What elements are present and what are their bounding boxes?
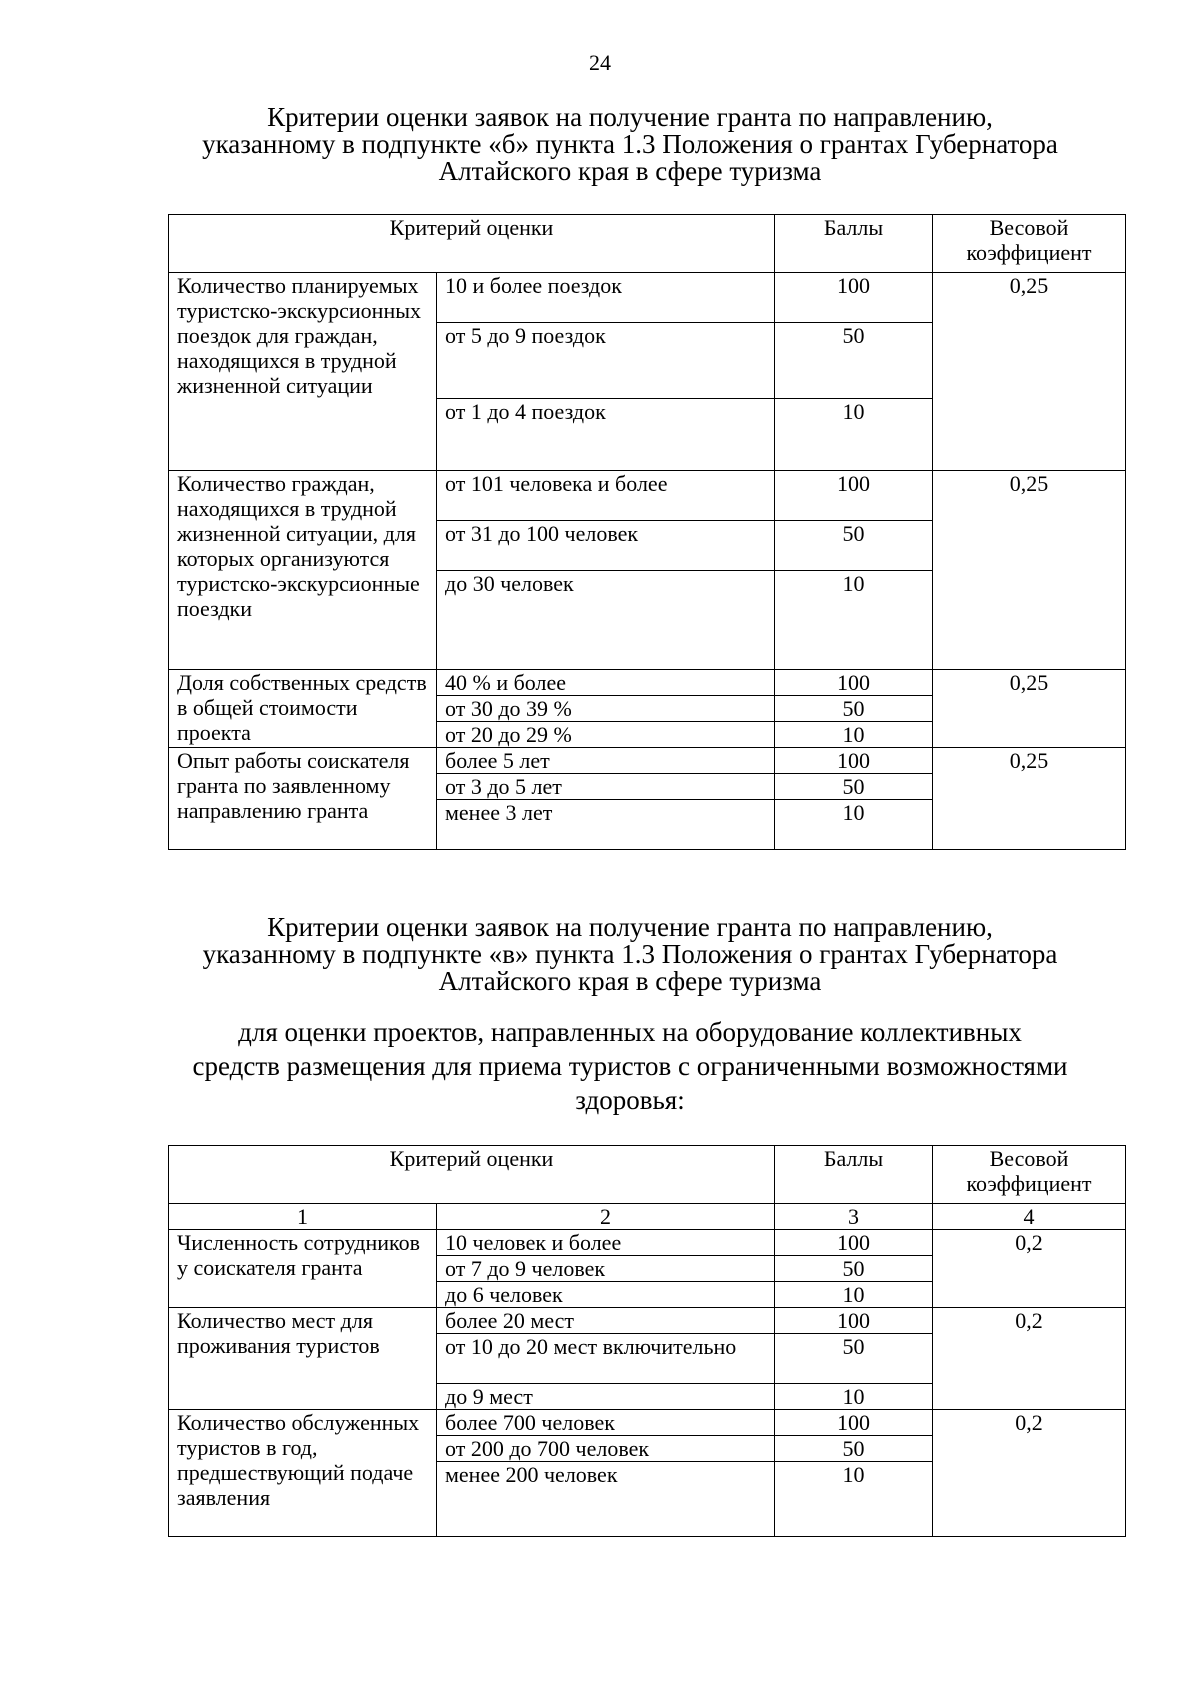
criteria-table-2 (168, 1145, 1126, 1537)
option-cell: 10 человек и более (437, 1230, 775, 1256)
option-cell: более 5 лет (437, 748, 775, 774)
criterion-cell: Опыт работы соискателя гранта по заявленному направлению гранта (169, 748, 437, 850)
option-cell: от 30 до 39 % (437, 696, 775, 722)
section2-subtitle (150, 1015, 1110, 1117)
points-cell: 10 (775, 722, 933, 748)
option-cell: от 10 до 20 мест включительно (437, 1334, 775, 1384)
points-cell: 100 (775, 1308, 933, 1334)
table-header-row (169, 1146, 1126, 1204)
points-cell: 100 (775, 670, 933, 696)
option-cell: от 5 до 9 поездок (437, 323, 775, 399)
page-number: 24 (589, 50, 611, 75)
points-cell: 100 (775, 273, 933, 323)
header-points: Баллы (775, 1146, 933, 1204)
weight-cell: 0,2 (933, 1308, 1126, 1410)
points-cell: 10 (775, 1384, 933, 1410)
section1-title-line: Критерии оценки заявок на получение гранта по направлению, (267, 102, 993, 132)
points-cell: 50 (775, 696, 933, 722)
weight-cell: 0,25 (933, 670, 1126, 748)
points-cell: 50 (775, 774, 933, 800)
option-cell: от 200 до 700 человек (437, 1436, 775, 1462)
weight-cell: 0,25 (933, 748, 1126, 850)
section2-title-line: указанному в подпункте «в» пункта 1.3 Положения о грантах Губернатора (202, 939, 1058, 969)
option-cell: более 20 мест (437, 1308, 775, 1334)
points-cell: 50 (775, 521, 933, 571)
criterion-cell: Количество мест для проживания туристов (169, 1308, 437, 1410)
table-row (169, 670, 1126, 696)
points-cell: 100 (775, 1410, 933, 1436)
criteria-table-1 (168, 214, 1126, 850)
criterion-cell: Количество граждан, находящихся в трудной жизненной ситуации, для которых организуются туристско-экскурсионные поездки (169, 471, 437, 670)
weight-cell: 0,2 (933, 1230, 1126, 1308)
points-cell: 10 (775, 1462, 933, 1537)
section2-subtitle-line: средств размещения для приема туристов с ограниченными возможностями (192, 1051, 1068, 1081)
section1-title-line: указанному в подпункте «б» пункта 1.3 Положения о грантах Губернатора (202, 129, 1058, 159)
section2-title (150, 914, 1110, 995)
table-row (169, 471, 1126, 521)
table-header-row (169, 215, 1126, 273)
section1-title (150, 104, 1110, 185)
header-weight: Весовой коэффициент (933, 215, 1126, 273)
option-cell: более 700 человек (437, 1410, 775, 1436)
points-cell: 50 (775, 1436, 933, 1462)
column-number: 3 (775, 1204, 933, 1230)
criterion-cell: Количество обслуженных туристов в год, предшествующий подаче заявления (169, 1410, 437, 1537)
table-row (169, 273, 1126, 323)
points-cell: 50 (775, 1334, 933, 1384)
option-cell: до 6 человек (437, 1282, 775, 1308)
option-cell: от 7 до 9 человек (437, 1256, 775, 1282)
weight-cell: 0,25 (933, 273, 1126, 471)
points-cell: 10 (775, 571, 933, 670)
section2-title-line: Алтайского края в сфере туризма (438, 966, 822, 996)
option-cell: от 101 человека и более (437, 471, 775, 521)
section2-subtitle-line: здоровья: (575, 1085, 685, 1115)
option-cell: от 31 до 100 человек (437, 521, 775, 571)
option-cell: от 3 до 5 лет (437, 774, 775, 800)
table-row (169, 1410, 1126, 1436)
option-cell: менее 3 лет (437, 800, 775, 850)
points-cell: 10 (775, 1282, 933, 1308)
header-criterion: Критерий оценки (169, 1146, 775, 1204)
weight-cell: 0,2 (933, 1410, 1126, 1537)
section1-title-line: Алтайского края в сфере туризма (438, 156, 822, 186)
points-cell: 50 (775, 323, 933, 399)
option-cell: менее 200 человек (437, 1462, 775, 1537)
option-cell: от 1 до 4 поездок (437, 399, 775, 471)
header-criterion: Критерий оценки (169, 215, 775, 273)
weight-cell: 0,25 (933, 471, 1126, 670)
option-cell: 10 и более поездок (437, 273, 775, 323)
section2-subtitle-line: для оценки проектов, направленных на оборудование коллективных (238, 1017, 1022, 1047)
points-cell: 10 (775, 800, 933, 850)
points-cell: 100 (775, 748, 933, 774)
column-number: 4 (933, 1204, 1126, 1230)
criterion-cell: Количество планируемых туристско-экскурсионных поездок для граждан, находящихся в трудной жизненной ситуации (169, 273, 437, 471)
criterion-cell: Численность сотрудников у соискателя гранта (169, 1230, 437, 1308)
header-weight: Весовой коэффициент (933, 1146, 1126, 1204)
table-row (169, 1308, 1126, 1334)
option-cell: 40 % и более (437, 670, 775, 696)
table-row (169, 1230, 1126, 1256)
option-cell: до 30 человек (437, 571, 775, 670)
header-points: Баллы (775, 215, 933, 273)
points-cell: 100 (775, 1230, 933, 1256)
section2-title-line: Критерии оценки заявок на получение гранта по направлению, (267, 912, 993, 942)
points-cell: 10 (775, 399, 933, 471)
option-cell: от 20 до 29 % (437, 722, 775, 748)
option-cell: до 9 мест (437, 1384, 775, 1410)
points-cell: 50 (775, 1256, 933, 1282)
table-row (169, 748, 1126, 774)
column-number: 1 (169, 1204, 437, 1230)
points-cell: 100 (775, 471, 933, 521)
column-number-row (169, 1204, 1126, 1230)
column-number: 2 (437, 1204, 775, 1230)
criterion-cell: Доля собственных средств в общей стоимости проекта (169, 670, 437, 748)
